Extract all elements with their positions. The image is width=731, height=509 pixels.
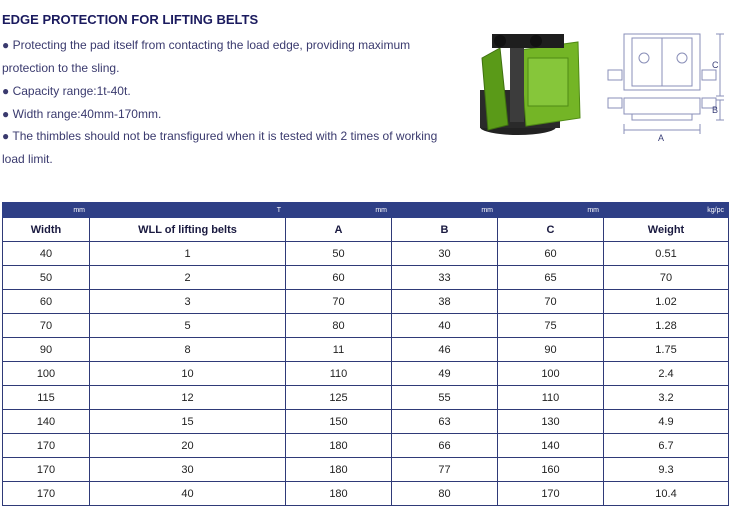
- unit-cell: kg/pc: [604, 203, 729, 218]
- table-cell: 15: [90, 410, 286, 434]
- table-cell: 60: [498, 242, 604, 266]
- units-row: [3, 203, 729, 218]
- unit-cell: mm: [498, 203, 604, 218]
- table-cell: 100: [498, 362, 604, 386]
- dimension-label-b: B: [712, 105, 719, 115]
- table-row: [3, 242, 729, 266]
- table-cell: 46: [392, 338, 498, 362]
- table-cell: 150: [286, 410, 392, 434]
- dimension-label-a: A: [658, 133, 665, 143]
- table-cell: 63: [392, 410, 498, 434]
- table-cell: 8: [90, 338, 286, 362]
- table-cell: 10.4: [604, 482, 729, 506]
- table-cell: 60: [286, 266, 392, 290]
- table-cell: 20: [90, 434, 286, 458]
- table-cell: 38: [392, 290, 498, 314]
- table-cell: 140: [498, 434, 604, 458]
- product-photo: [470, 30, 590, 140]
- table-cell: 66: [392, 434, 498, 458]
- table-cell: 5: [90, 314, 286, 338]
- table-cell: 40: [3, 242, 90, 266]
- table-cell: 80: [392, 482, 498, 506]
- table-cell: 40: [392, 314, 498, 338]
- table-cell: 70: [286, 290, 392, 314]
- column-header: B: [392, 218, 498, 242]
- page-title: EDGE PROTECTION FOR LIFTING BELTS: [2, 12, 259, 27]
- description-line: ● Protecting the pad itself from contacting the load edge, providing maximum: [2, 38, 411, 52]
- table-row: [3, 386, 729, 410]
- table-cell: 3.2: [604, 386, 729, 410]
- table-cell: 140: [3, 410, 90, 434]
- table-body: [3, 242, 729, 506]
- table-cell: 3: [90, 290, 286, 314]
- column-header: A: [286, 218, 392, 242]
- table-cell: 160: [498, 458, 604, 482]
- table-cell: 60: [3, 290, 90, 314]
- table-cell: 9.3: [604, 458, 729, 482]
- table-cell: 10: [90, 362, 286, 386]
- table-cell: 125: [286, 386, 392, 410]
- dimension-label-c: C: [712, 60, 719, 70]
- table-row: [3, 362, 729, 386]
- unit-cell: mm: [3, 203, 90, 218]
- table-cell: 70: [604, 266, 729, 290]
- table-row: [3, 314, 729, 338]
- table-cell: 170: [498, 482, 604, 506]
- table-row: [3, 290, 729, 314]
- specification-table: [2, 202, 729, 506]
- table-row: [3, 338, 729, 362]
- description-line: ● Width range:40mm-170mm.: [2, 107, 162, 121]
- table-cell: 49: [392, 362, 498, 386]
- table-cell: 170: [3, 458, 90, 482]
- table-cell: 115: [3, 386, 90, 410]
- table-cell: 4.9: [604, 410, 729, 434]
- table-cell: 75: [498, 314, 604, 338]
- description-line: ● The thimbles should not be transfigured when it is tested with 2 times of working: [2, 129, 438, 143]
- table-cell: 90: [3, 338, 90, 362]
- table-cell: 30: [90, 458, 286, 482]
- table-cell: 40: [90, 482, 286, 506]
- table-cell: 130: [498, 410, 604, 434]
- header-row: [3, 218, 729, 242]
- table-cell: 2.4: [604, 362, 729, 386]
- table-cell: 170: [3, 434, 90, 458]
- table-cell: 100: [3, 362, 90, 386]
- table-row: [3, 410, 729, 434]
- table-cell: 80: [286, 314, 392, 338]
- column-header: WLL of lifting belts: [90, 218, 286, 242]
- table-cell: 65: [498, 266, 604, 290]
- table-row: [3, 482, 729, 506]
- unit-cell: mm: [286, 203, 392, 218]
- column-header: Width: [3, 218, 90, 242]
- table-cell: 1: [90, 242, 286, 266]
- table-cell: 30: [392, 242, 498, 266]
- technical-drawing: [602, 24, 728, 150]
- table-cell: 180: [286, 434, 392, 458]
- table-cell: 180: [286, 458, 392, 482]
- column-header: C: [498, 218, 604, 242]
- table-cell: 90: [498, 338, 604, 362]
- table-cell: 50: [286, 242, 392, 266]
- unit-cell: mm: [392, 203, 498, 218]
- table-cell: 2: [90, 266, 286, 290]
- table-cell: 170: [3, 482, 90, 506]
- table-cell: 1.75: [604, 338, 729, 362]
- table-cell: 70: [3, 314, 90, 338]
- description-line: ● Capacity range:1t-40t.: [2, 84, 131, 98]
- table-row: [3, 458, 729, 482]
- table-cell: 110: [498, 386, 604, 410]
- column-header: Weight: [604, 218, 729, 242]
- table-row: [3, 266, 729, 290]
- table-cell: 1.02: [604, 290, 729, 314]
- table-cell: 50: [3, 266, 90, 290]
- table-cell: 0.51: [604, 242, 729, 266]
- table-cell: 77: [392, 458, 498, 482]
- table-cell: 70: [498, 290, 604, 314]
- table-cell: 110: [286, 362, 392, 386]
- description-line: protection to the sling.: [2, 61, 120, 75]
- description-line: load limit.: [2, 152, 53, 166]
- unit-cell: T: [90, 203, 286, 218]
- table-cell: 12: [90, 386, 286, 410]
- table-cell: 11: [286, 338, 392, 362]
- table-cell: 33: [392, 266, 498, 290]
- table-cell: 6.7: [604, 434, 729, 458]
- table-cell: 1.28: [604, 314, 729, 338]
- table-row: [3, 434, 729, 458]
- table-cell: 55: [392, 386, 498, 410]
- table-cell: 180: [286, 482, 392, 506]
